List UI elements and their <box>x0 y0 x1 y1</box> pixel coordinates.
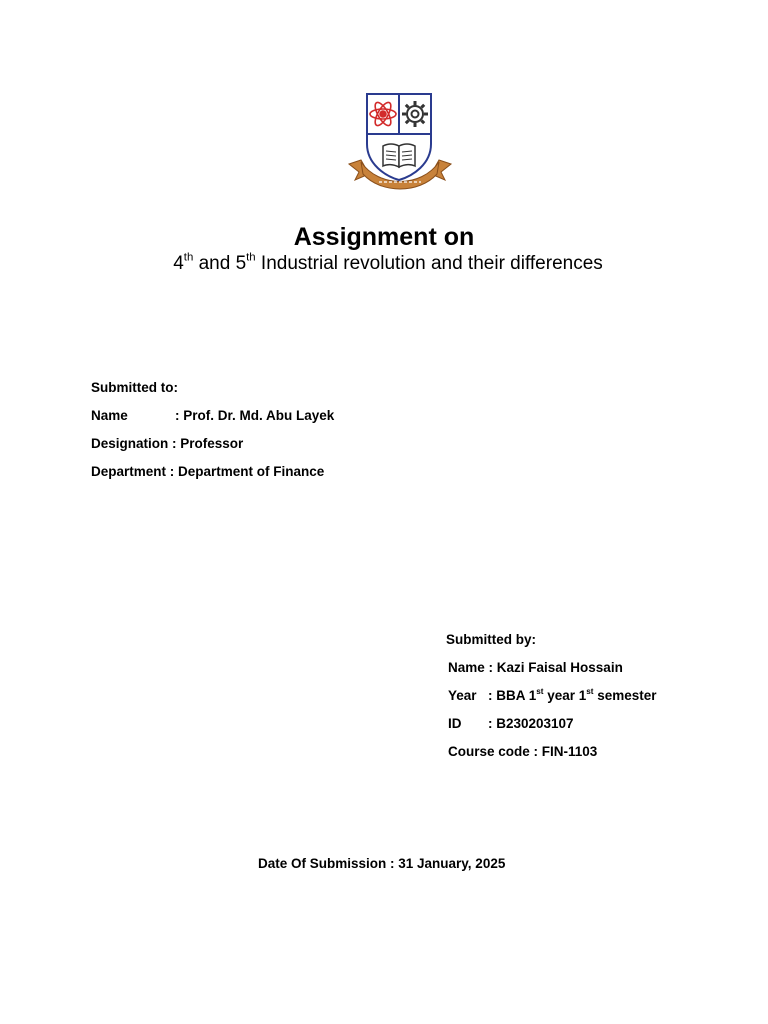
submitted-by-heading: Submitted by: <box>446 632 536 647</box>
course-code: Course code : FIN-1103 <box>448 744 598 759</box>
teacher-name: : Prof. Dr. Md. Abu Layek <box>175 408 335 423</box>
student-name: Name : Kazi Faisal Hossain <box>448 660 623 675</box>
submitted-to-heading: Submitted to: <box>91 380 178 395</box>
teacher-name-row <box>91 408 334 424</box>
teacher-designation: Designation : Professor <box>91 436 244 451</box>
year-label: Year <box>448 688 477 703</box>
student-year-row: Year : BBA 1st year 1st semester <box>448 686 657 703</box>
teacher-department: Department : Department of Finance <box>91 464 325 479</box>
student-id: : B230203107 <box>488 716 574 731</box>
assignment-title: Assignment on <box>293 223 475 251</box>
university-logo <box>345 90 455 198</box>
assignment-subtitle: 4th and 5th Industrial revolution and their differences <box>173 251 603 274</box>
submission-date: Date Of Submission : 31 January, 2025 <box>258 856 506 871</box>
name-label: Name <box>91 408 128 423</box>
id-label: ID <box>448 716 462 731</box>
student-id-row <box>448 716 574 732</box>
open-book-icon <box>383 144 415 167</box>
